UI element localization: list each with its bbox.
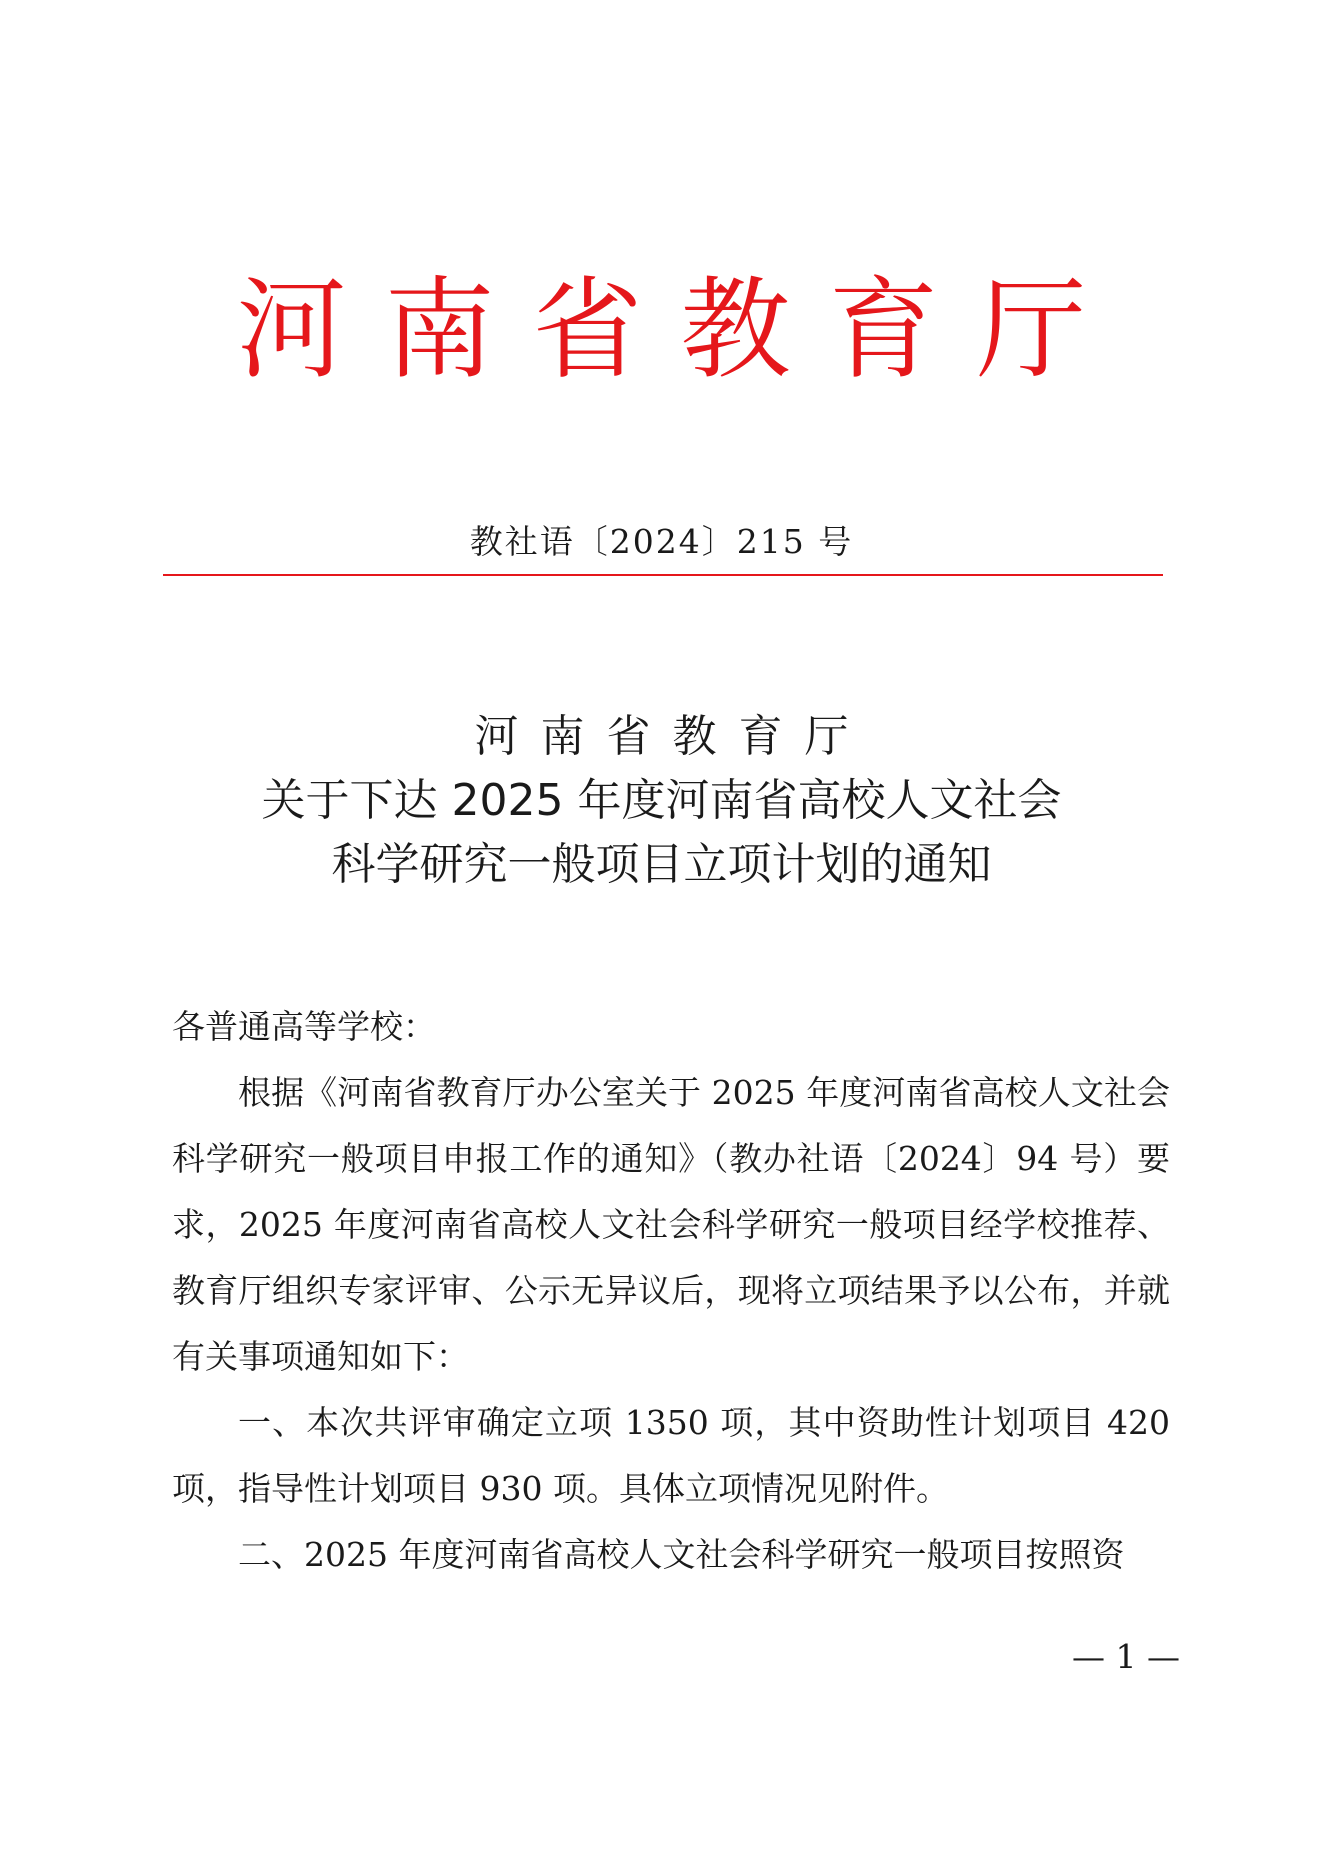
page-number: — 1 —: [1072, 1637, 1180, 1676]
document-number: 教社语〔2024〕215 号: [469, 522, 854, 561]
notice-title-line-1: 河南省教育厅: [474, 711, 871, 762]
salutation: 各普通高等学校：: [172, 1007, 436, 1046]
body-paragraph-1: 根据《河南省教育厅办公室关于 2025 年度河南省高校人文社会科学研究一般项目申报工作的通知》（教办社语〔2024〕94 号）要求，2025 年度河南省高校人文社会科学研究一般项目经学校推荐、教育厅组织专家评审、公示无异议后，现将立项结果予以公布，并就有关事项通知如下：: [172, 1073, 1170, 1376]
red-divider-line: [163, 574, 1163, 576]
agency-title: 河南省教育厅: [236, 266, 1125, 394]
body-paragraph-2: 一、本次共评审确定立项 1350 项，其中资助性计划项目 420 项，指导性计划项目 930 项。具体立项情况见附件。: [172, 1403, 1170, 1508]
notice-title-line-2: 关于下达 2025 年度河南省高校人文社会: [261, 775, 1062, 826]
notice-title-line-3: 科学研究一般项目立项计划的通知: [331, 839, 992, 890]
body-paragraph-3: 二、2025 年度河南省高校人文社会科学研究一般项目按照资: [238, 1535, 1125, 1574]
notice-body: [172, 994, 1170, 1588]
notice-title: [0, 705, 1323, 897]
